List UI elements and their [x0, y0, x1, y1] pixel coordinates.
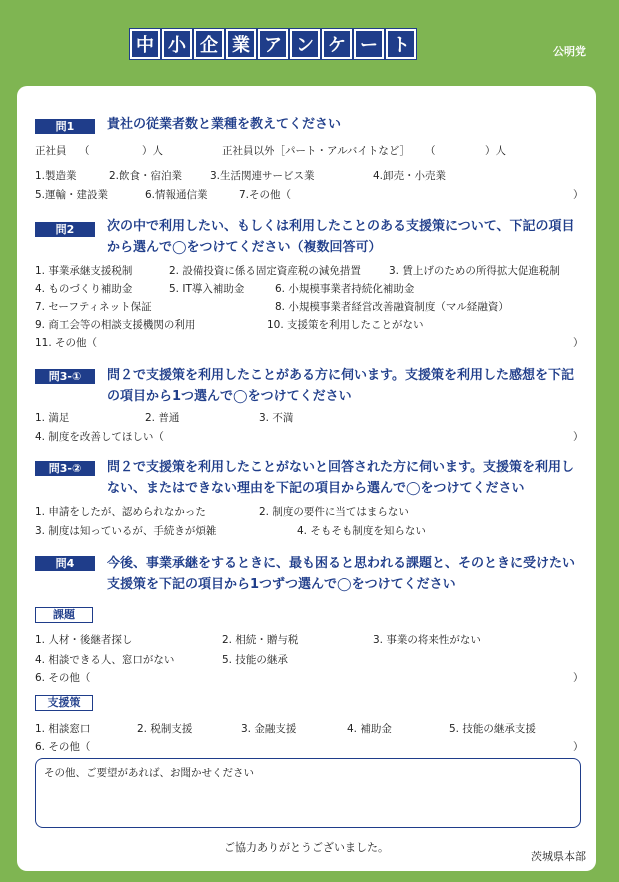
title-char: 中	[130, 29, 160, 59]
q4-issue-option[interactable]: 5. 技能の継承	[222, 654, 288, 666]
q1-employees-label: 正社員	[35, 145, 67, 157]
comments-prompt: その他、ご要望があれば、お聞かせください	[44, 767, 254, 779]
q3-2-option[interactable]: 2. 制度の要件に当てはまらない	[259, 506, 409, 518]
q2-option[interactable]: 2. 設備投資に係る固定資産税の減免措置	[169, 265, 361, 277]
q1-employees-unit[interactable]: ）人	[142, 145, 163, 157]
title-char: ト	[386, 29, 416, 59]
q1-text: 貴社の従業者数と業種を教えてください	[107, 117, 342, 132]
q2-text: 次の中で利用したい、もしくは利用したことのある支援策について、下記の項目から選んで◯をつけてください（複数回答可）	[107, 219, 575, 255]
q4-support-option[interactable]: 3. 金融支援	[241, 723, 297, 735]
comments-textarea[interactable]	[35, 758, 581, 828]
q2-option[interactable]: 6. 小規模事業者持続化補助金	[275, 283, 415, 295]
q4-issue-option[interactable]: 3. 事業の将来性がない	[373, 634, 481, 646]
q2-option[interactable]: 1. 事業承継支援税制	[35, 265, 133, 277]
title-char: ケ	[322, 29, 352, 59]
title-char: 小	[162, 29, 192, 59]
q2-option[interactable]: 5. IT導入補助金	[169, 283, 245, 295]
q4-support-option[interactable]: 6. その他（	[35, 741, 91, 753]
q1-option[interactable]: 3.生活関連サービス業	[210, 170, 315, 182]
q2-option[interactable]: 7. セーフティネット保証	[35, 301, 152, 313]
q4-issue-option[interactable]: 6. その他（	[35, 672, 91, 684]
q4-issue-option[interactable]: 2. 相続・贈与税	[222, 634, 299, 646]
q2-label: 問2	[35, 222, 95, 237]
q1-label: 問1	[35, 119, 95, 134]
branch-name: 茨城県本部	[531, 850, 586, 863]
q4-support-option[interactable]: 1. 相談窓口	[35, 723, 91, 735]
q3-1-option[interactable]: 2. 普通	[145, 412, 180, 424]
q3-2-option[interactable]: 1. 申請をしたが、認められなかった	[35, 506, 206, 518]
title-char: 企	[194, 29, 224, 59]
title-char: ア	[258, 29, 288, 59]
q3-2-text: 問２で支援策を利用したことがないと回答された方に伺います。支援策を利用しない、またはできない理由を下記の項目から選んで◯をつけてください	[107, 460, 574, 496]
q3-2-option[interactable]: 4. そもそも制度を知らない	[297, 525, 426, 537]
q4-support-close-paren: ）	[573, 741, 584, 753]
q4-support-option[interactable]: 4. 補助金	[347, 723, 392, 735]
q1-close-paren: ）	[573, 189, 584, 201]
q4-label: 問4	[35, 556, 95, 571]
q3-1-label: 問3-①	[35, 369, 95, 384]
q1-option[interactable]: 4.卸売・小売業	[373, 170, 447, 182]
thanks-message: ご協力ありがとうございました。	[224, 841, 389, 854]
q2-option[interactable]: 11. その他（	[35, 337, 98, 349]
title-char: ン	[290, 29, 320, 59]
q2-close-paren: ）	[573, 337, 584, 349]
q4-support-label: 支援策	[35, 695, 93, 711]
q4-text: 今後、事業承継をするときに、最も困ると思われる課題と、そのときに受けたい支援策を下記の項目から1つずつ選んで◯をつけてください	[107, 556, 576, 592]
q4-issues-label: 課題	[35, 607, 93, 623]
q2-option[interactable]: 9. 商工会等の相談支援機関の利用	[35, 319, 196, 331]
q2-option[interactable]: 4. ものづくり補助金	[35, 283, 133, 295]
q3-2-label: 問3-②	[35, 461, 95, 476]
q1-others-unit[interactable]: ）人	[485, 145, 506, 157]
q1-option[interactable]: 6.情報通信業	[145, 189, 208, 201]
publisher-name: 公明党	[553, 45, 586, 58]
q3-1-close-paren: ）	[573, 431, 584, 443]
q1-option[interactable]: 1.製造業	[35, 170, 77, 182]
q4-support-option[interactable]: 5. 技能の継承支援	[449, 723, 536, 735]
q1-option[interactable]: 2.飲食・宿泊業	[109, 170, 183, 182]
q1-employees-open: （	[79, 145, 90, 157]
q2-option[interactable]: 10. 支援策を利用したことがない	[267, 319, 424, 331]
q3-1-option[interactable]: 4. 制度を改善してほしい（	[35, 431, 164, 443]
q3-2-option[interactable]: 3. 制度は知っているが、手続きが煩雑	[35, 525, 217, 537]
q4-issues-close-paren: ）	[573, 672, 584, 684]
q3-1-text: 問２で支援策を利用したことがある方に伺います。支援策を利用した感想を下記の項目から1つ選んで◯をつけてください	[107, 368, 574, 404]
q3-1-option[interactable]: 1. 満足	[35, 412, 70, 424]
q4-issue-option[interactable]: 4. 相談できる人、窓口がない	[35, 654, 175, 666]
q1-option[interactable]: 7.その他（	[239, 189, 292, 201]
q2-option[interactable]: 3. 賃上げのための所得拡大促進税制	[389, 265, 560, 277]
q4-support-option[interactable]: 2. 税制支援	[137, 723, 193, 735]
q1-others-label: 正社員以外［パート・アルバイトなど］	[222, 145, 411, 157]
q4-issue-option[interactable]: 1. 人材・後継者探し	[35, 634, 133, 646]
title-char: 業	[226, 29, 256, 59]
q2-option[interactable]: 8. 小規模事業者経営改善融資制度（マル経融資）	[275, 301, 509, 313]
q1-others-open: （	[425, 145, 436, 157]
survey-card	[17, 86, 596, 871]
q1-option[interactable]: 5.運輸・建設業	[35, 189, 109, 201]
survey-title	[130, 29, 416, 59]
title-char: ー	[354, 29, 384, 59]
q3-1-option[interactable]: 3. 不満	[259, 412, 294, 424]
